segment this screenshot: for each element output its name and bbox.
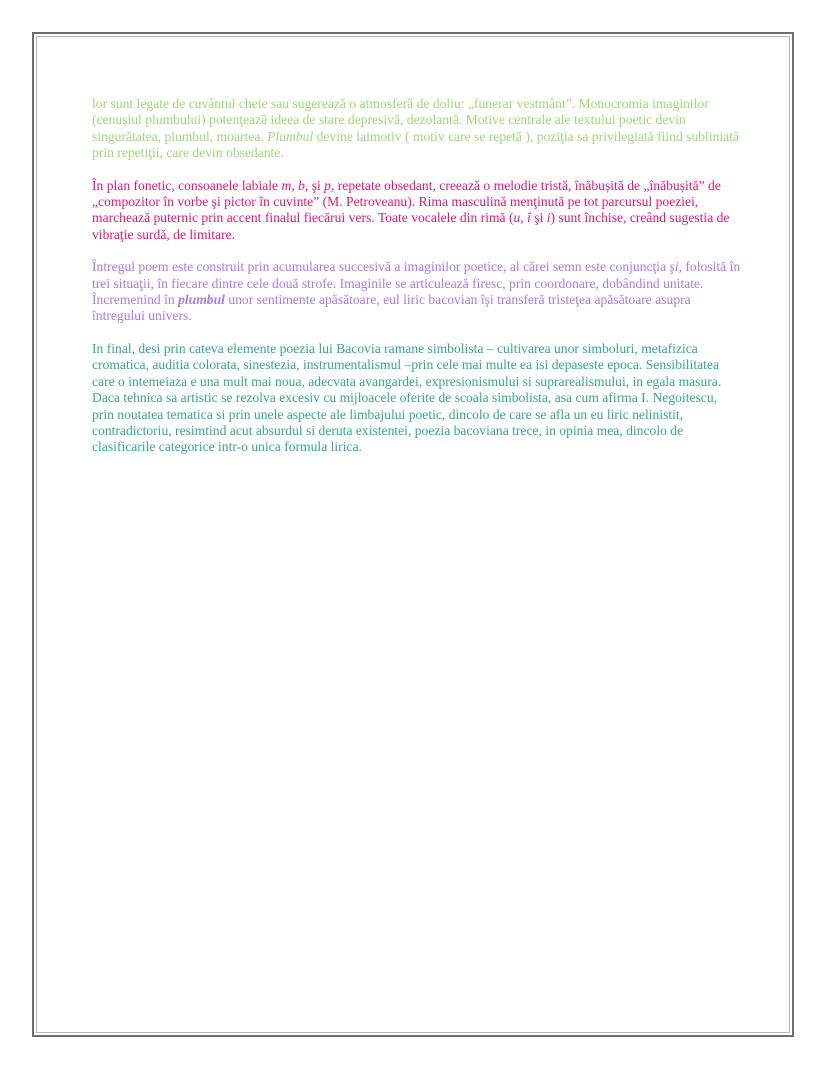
bold-italic-run: plumbul [178,292,225,308]
text-run: , şi [304,177,325,193]
italic-run: b [298,177,305,193]
text-run: , [291,177,299,193]
italic-run: î [527,210,531,226]
paragraph-structure [92,259,742,325]
italic-run: p [324,177,331,193]
text-run: devine laimotiv ( motiv care se repetă ), poziţia sa privilegiată fiind subliniată prin repetiţii, care devin obsedante. [92,128,740,161]
text-run: Întregul poem este construit prin acumularea succesivă a imaginilor poetice, al cărei semn este conjuncţia [92,259,670,275]
text-run: , [520,210,528,226]
italic-run: şi [669,259,679,275]
italic-run: u [513,210,521,226]
text-run: În plan fonetic, consoanele labiale [92,177,282,193]
paragraph-conclusion [92,341,742,456]
paragraph-phonetic [92,178,742,244]
text-run: ) sunt închise, creând sugestia de vibraţie surdă, de limitare. [92,210,730,242]
text-run: unor sentimente apăsătoare, eul liric bacovian îşi transferă tristeţea apăsătoare asupra întregului univers. [92,292,691,324]
text-run: , repetate obsedant, creează o melodie tristă, înăbușită de „înăbușită” de „compozitor în vorbe şi pictor în cuvinte” (M. Petroveanu). Rima masculină menţinută pe tot parcursul poeziei, marchează puternic prin accent finalul fiecărui vers. Toate vocalele din rimă ( [92,177,721,226]
italic-run: i [546,210,551,226]
text-run: , folosită în trei situaţii, în fiecare dintre cele două strofe. Imaginile se articulează firesc, prin coordonare, dobândind unitate. Încremenind în [92,259,741,308]
text-run: şi [530,210,547,226]
italic-run: m [281,177,292,193]
document-body [92,96,742,472]
text-run: In final, desi prin cateva elemente poezia lui Bacovia ramane simbolista – cultivarea unor simboluri, metafizica cromatica, auditia colorata, sinestezia, instrumentalismul –prin cele mai multe ea isi depaseste epoca. Sensibilitatea care o intemeiaza e una mult mai noua, adecvata avangardei, expresionismului si suprarealismului, in egala masura. Daca tehnica sa artistic se rezolva excesiv cu mijloacele oferite de scoala simbolista, asa cum afirma I. Negoitescu, prin noutatea tematica si prin unele aspecte ale limbajului poetic, dincolo de care se afla un eu liric nelinistit, contradictoriu, resimtind acut absurdul si deruta existentei, poezia bacoviana trece, in opinia mea, dincolo de clasificarile categorice intr-o unica formula lirica. [92,340,722,455]
paragraph-imagery [92,96,742,162]
text-run: lor sunt legate de cuvântul cheie sau sugerează o atmosferă de doliu: „funerar vestmânt”. Monocromia imaginilor (cenușiul plumbului) potenţează ideea de stare depresivă, dezolantă. Motive centrale ale textului poetic devin singurătatea, plumbul, moartea. [92,96,709,144]
italic-run: Plumbul [267,128,314,144]
